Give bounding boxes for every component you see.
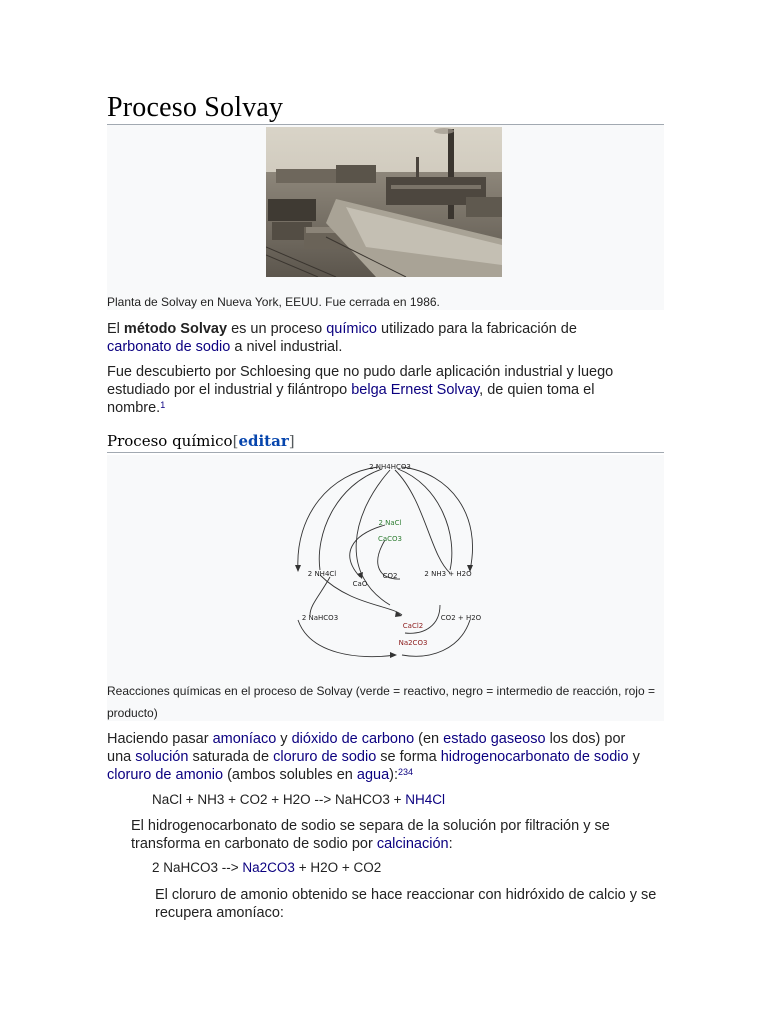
- label-caco3: CaCO3: [377, 535, 403, 543]
- figure-caption: Planta de Solvay en Nueva York, EEUU. Fue cerrada en 1986.: [107, 295, 440, 309]
- text: :: [448, 836, 453, 852]
- section-title: Proceso químico: [107, 432, 233, 450]
- link-dioxido-de-carbono[interactable]: dióxido de carbono: [291, 731, 415, 747]
- link-hidrogenocarbonato-de-sodio[interactable]: hidrogenocarbonato de sodio: [440, 749, 629, 765]
- equation-text: 2 NaHCO3 -->: [152, 860, 243, 875]
- reaction-arrows: [298, 467, 473, 657]
- reference-link[interactable]: 234: [398, 767, 414, 777]
- label-nh4hco3: 2 NH4HCO3: [369, 463, 411, 471]
- link-belga[interactable]: belga: [351, 382, 387, 398]
- link-estado-gaseoso[interactable]: estado gaseoso: [443, 731, 546, 747]
- link-cloruro-de-sodio[interactable]: cloruro de sodio: [273, 749, 377, 765]
- reaction-cycle-diagram[interactable]: [290, 455, 490, 665]
- text: se forma: [376, 749, 441, 765]
- link-calcinacion[interactable]: calcinación: [376, 836, 449, 852]
- link-carbonato-de-sodio[interactable]: carbonato de sodio: [107, 339, 231, 355]
- text: , de quien toma el nombre.: [107, 382, 595, 416]
- text: El: [107, 321, 124, 337]
- link-ernest-solvay[interactable]: Ernest Solvay: [390, 382, 480, 398]
- equation-text: + H2O + CO2: [294, 860, 382, 875]
- text: y: [628, 749, 640, 765]
- label-cacl2: CaCl2: [402, 622, 424, 630]
- link-amoniaco[interactable]: amoníaco: [212, 731, 277, 747]
- intro-paragraph-1: [107, 320, 587, 356]
- figure-caption: Reacciones químicas en el proceso de Solvay (verde = reactivo, negro = intermedio de reacción, rojo = producto): [107, 684, 655, 720]
- edit-section: [233, 432, 295, 450]
- text: Fue descubierto por Schloesing que no pudo darle aplicación industrial y luego estudiado por el industrial y filántropo: [107, 364, 614, 398]
- text: (ambos solubles en: [223, 767, 357, 783]
- label-co2: CO2: [382, 572, 398, 580]
- bold-term: método Solvay: [123, 321, 228, 337]
- bracket: [: [232, 432, 239, 450]
- link-solucion[interactable]: solución: [135, 749, 189, 765]
- link-quimico[interactable]: químico: [326, 321, 377, 337]
- reference-link[interactable]: 1: [160, 400, 166, 410]
- text: los dos) por una: [107, 731, 626, 765]
- section-divider: [107, 452, 664, 453]
- label-co2-h2o: CO2 + H2O: [440, 614, 482, 622]
- equation-1: [152, 792, 445, 807]
- factory-photo[interactable]: [266, 127, 502, 277]
- equation-text: NaCl + NH3 + CO2 + H2O --> NaHCO3 +: [152, 792, 406, 807]
- link-agua[interactable]: agua: [356, 767, 390, 783]
- text: saturada de: [188, 749, 274, 765]
- text: utilizado para la fabricación de: [377, 321, 577, 337]
- section-heading: [107, 432, 295, 450]
- page-title: Proceso Solvay: [107, 92, 284, 123]
- bracket: ]: [288, 432, 295, 450]
- intro-paragraph-2: [107, 363, 647, 417]
- text: a nivel industrial.: [230, 339, 343, 355]
- text: (en: [414, 731, 444, 747]
- link-nh4cl[interactable]: NH4Cl: [405, 792, 445, 807]
- figure-factory: [107, 125, 664, 310]
- text: El hidrogenocarbonato de sodio se separa de la solución por filtración y se transforma en carbonato de sodio por: [131, 818, 610, 852]
- ammonia-recovery-paragraph: El cloruro de amonio obtenido se hace reaccionar con hidróxido de calcio y se recupera amoníaco:: [155, 887, 657, 921]
- text: es un proceso: [227, 321, 327, 337]
- label-nh4cl: 2 NH4Cl: [307, 570, 337, 578]
- label-nacl: 2 NaCl: [378, 519, 402, 527]
- calcination-paragraph: [131, 817, 651, 853]
- link-na2co3[interactable]: Na2CO3: [242, 860, 295, 875]
- process-paragraph: [107, 730, 647, 784]
- label-na2co3: Na2CO3: [398, 639, 428, 647]
- link-cloruro-de-amonio[interactable]: cloruro de amonio: [107, 767, 224, 783]
- text: Haciendo pasar: [107, 731, 213, 747]
- edit-link[interactable]: editar: [238, 432, 289, 450]
- text: ):: [389, 767, 398, 783]
- figure-reactions: [107, 455, 664, 721]
- equation-2: [152, 860, 381, 875]
- label-nh3-h2o: 2 NH3 + H2O: [424, 570, 472, 578]
- text: y: [276, 731, 292, 747]
- label-nahco3: 2 NaHCO3: [301, 614, 339, 622]
- label-cao: CaO: [352, 580, 368, 588]
